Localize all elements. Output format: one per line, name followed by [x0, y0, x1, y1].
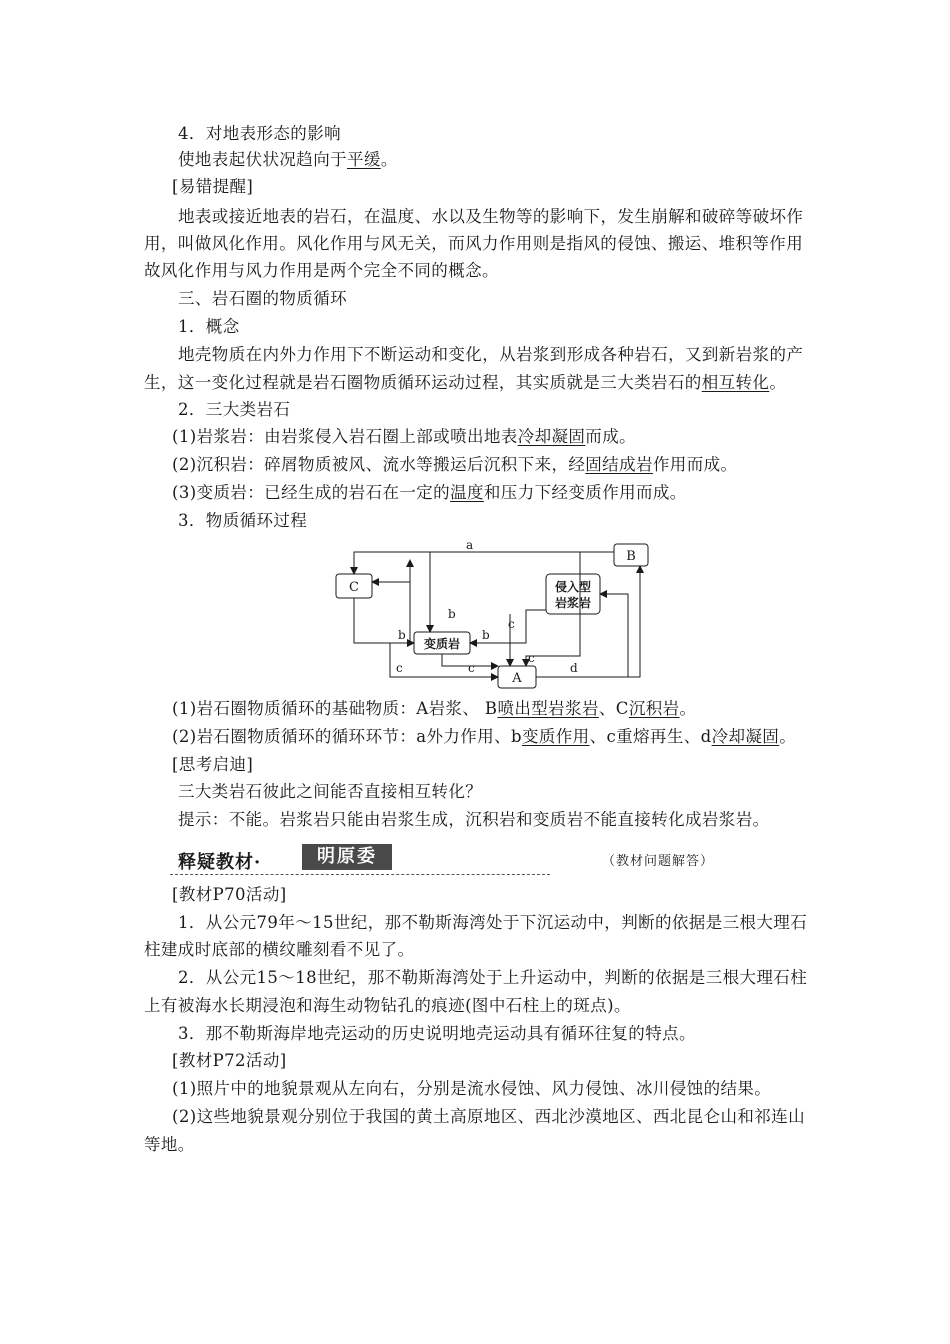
arrow-a-intrusive: [600, 594, 628, 677]
tip-line-3: 故风化作用与风力作用是两个完全不同的概念。: [144, 261, 499, 280]
box-c-label: C: [349, 580, 359, 595]
rock-sedimentary: (2)沉积岩：碎屑物质被风、流水等搬运后沉积下来，经固结成岩作用而成。: [172, 455, 738, 474]
banner-divider: [170, 874, 550, 875]
answer-blank: 冷却凝固: [517, 427, 586, 446]
tip-line-1: 地表或接近地表的岩石，在温度、水以及生物等的影响下，发生崩解和破碎等破坏作: [178, 207, 804, 226]
answer-blank: 喷出型岩浆岩: [497, 699, 599, 718]
label-b-2: b: [398, 628, 406, 642]
concept-line-1: 地壳物质在内外力作用下不断运动和变化，从岩浆到形成各种岩石，又到新岩浆的产: [178, 345, 804, 364]
concept-heading: 1．概念: [178, 317, 240, 336]
cycle-heading: 3．物质循环过程: [178, 511, 308, 530]
label-a: a: [466, 538, 474, 552]
answer-blank: 固结成岩: [585, 455, 653, 474]
p70-answer-3: 3．那不勒斯海岸地壳运动的历史说明地壳运动具有循环往复的特点。: [178, 1024, 696, 1043]
p72-answer-2-line-1: (2)这些地貌景观分别位于我国的黄土高原地区、西北沙漠地区、西北昆仑山和祁连山: [172, 1107, 805, 1126]
p70-answer-2-line-2: 上有被海水长期浸泡和海生动物钻孔的痕迹(图中石柱上的斑点)。: [144, 996, 631, 1015]
section4-line: 使地表起伏状况趋向于平缓。: [178, 150, 398, 169]
banner-subtitle: （教材问题解答）: [602, 854, 715, 869]
rock-igneous: (1)岩浆岩：由岩浆侵入岩石圈上部或喷出地表冷却凝固而成。: [172, 427, 636, 446]
p72-label: [教材P72活动]: [172, 1051, 287, 1070]
label-b-3: b: [482, 628, 490, 642]
answer-1: (1)岩石圈物质循环的基础物质：A岩浆、 B喷出型岩浆岩、C沉积岩。: [172, 699, 697, 718]
think-answer: 提示：不能。岩浆岩只能由岩浆生成，沉积岩和变质岩不能直接转化成岩浆岩。: [178, 810, 770, 829]
p70-answer-1-line-2: 柱建成时底部的横纹雕刻看不见了。: [144, 940, 415, 959]
banner-highlight: 明原委: [302, 844, 392, 870]
think-label: [思考启迪]: [172, 755, 254, 774]
answer-blank: 相互转化: [701, 373, 770, 392]
answer-blank: 温度: [450, 483, 484, 502]
banner-title: 释疑教材·: [178, 852, 262, 873]
box-a-label: A: [512, 671, 522, 686]
label-c-4: c: [468, 661, 475, 675]
box-intrusive-label-2: 岩浆岩: [554, 596, 592, 610]
think-question: 三大类岩石彼此之间能否直接相互转化？: [178, 782, 483, 801]
answer-blank: 沉积岩: [628, 699, 680, 718]
tip-line-2: 用，叫做风化作用。风化作用与风无关，而风力作用则是指风的侵蚀、搬运、堆积等作用: [144, 234, 804, 253]
rocks-heading: 2．三大类岩石: [178, 400, 291, 419]
p70-label: [教材P70活动]: [172, 885, 287, 904]
section4-heading: 4．对地表形态的影响: [178, 124, 341, 143]
answer-blank: 变质作用: [521, 727, 590, 746]
tip-label: [易错提醒]: [172, 177, 254, 196]
label-c-1: c: [508, 617, 515, 631]
part3-heading: 三、岩石圈的物质循环: [178, 289, 347, 308]
concept-line-2: 生，这一变化过程就是岩石圈物质循环运动过程，其实质就是三大类岩石的相互转化。: [144, 373, 787, 392]
arrow-a: [354, 552, 614, 574]
label-d: d: [570, 661, 578, 675]
p72-answer-1: (1)照片中的地貌景观从左向右，分别是流水侵蚀、风力侵蚀、冰川侵蚀的结果。: [172, 1079, 772, 1098]
answer-blank: 冷却凝固: [711, 727, 780, 746]
answer-2: (2)岩石圈物质循环的循环环节：a外力作用、b变质作用、c重熔再生、d冷却凝固。: [172, 727, 797, 746]
rock-metamorphic: (3)变质岩：已经生成的岩石在一定的温度和压力下经变质作用而成。: [172, 483, 687, 502]
box-metamorphic-label: 变质岩: [423, 637, 461, 651]
label-c-2: c: [528, 651, 535, 665]
p72-answer-2-line-2: 等地。: [144, 1135, 195, 1154]
label-b-1: b: [448, 607, 456, 621]
rock-cycle-diagram: [330, 538, 660, 694]
section-banner: [170, 844, 730, 878]
box-b-label: B: [626, 549, 636, 564]
label-c-3: c: [396, 661, 403, 675]
box-intrusive-label-1: 侵入型: [554, 580, 592, 594]
p70-answer-2-line-1: 2．从公元15～18世纪，那不勒斯海湾处于上升运动中，判断的依据是三根大理石柱: [178, 968, 808, 987]
answer-blank: 平缓: [347, 150, 381, 169]
p70-answer-1-line-1: 1．从公元79年～15世纪，那不勒斯海湾处于下沉运动中，判断的依据是三根大理石: [178, 913, 808, 932]
